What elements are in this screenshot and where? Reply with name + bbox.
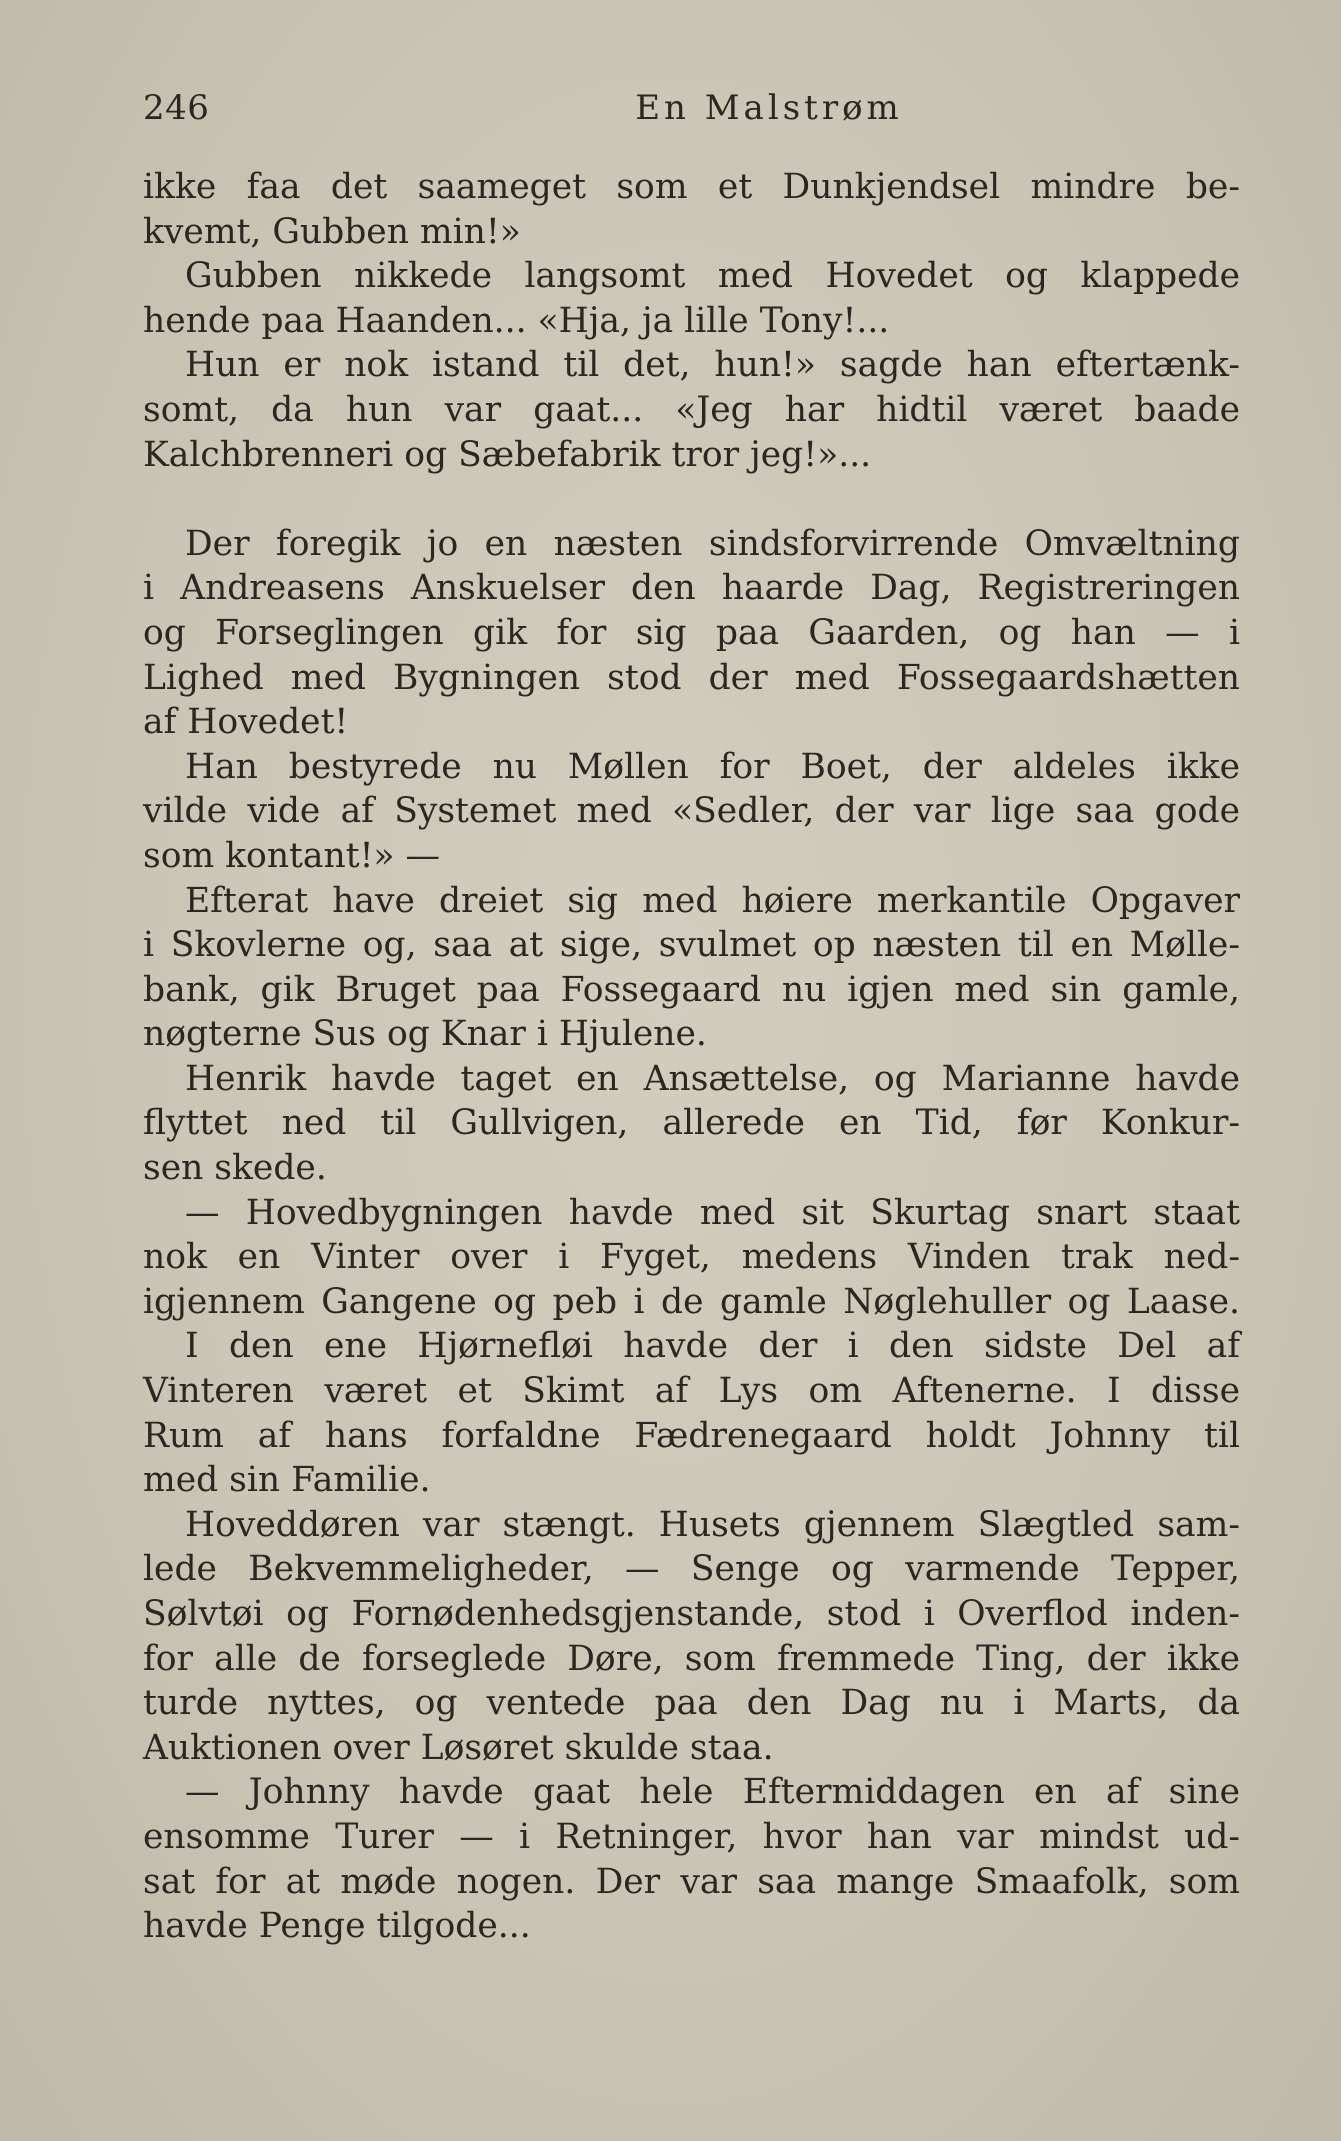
- text-line: Efterat have dreiet sig med høiere merkantile Opgaver: [185, 880, 1240, 921]
- page-number: 246: [143, 88, 210, 128]
- text-line: sen skede.: [143, 1148, 327, 1189]
- body-text: [143, 165, 1240, 1949]
- text-line: turde nyttes, og ventede paa den Dag nu i Marts, da: [143, 1683, 1240, 1724]
- text-line: Henrik havde taget en Ansættelse, og Marianne havde: [185, 1058, 1240, 1099]
- text-line: kvemt, Gubben min!»: [143, 211, 521, 252]
- text-line: Der foregik jo en næsten sindsforvirrende Omvæltning: [185, 523, 1240, 564]
- text-line: ikke faa det saameget som et Dunkjendsel mindre be-: [143, 167, 1240, 207]
- text-line: lede Bekvemmeligheder, — Senge og varmende Tepper,: [143, 1549, 1240, 1590]
- text-line: ensomme Turer — i Retninger, hvor han var mindst ud-: [143, 1816, 1240, 1857]
- text-line: med sin Familie.: [143, 1460, 431, 1501]
- text-line: somt, da hun var gaat... «Jeg har hidtil været baade: [143, 389, 1240, 430]
- text-line: Han bestyrede nu Møllen for Boet, der aldeles ikke: [185, 746, 1240, 787]
- text-line: Vinteren været et Skimt af Lys om Aftenerne. I disse: [143, 1371, 1240, 1412]
- text-line: af Hovedet!: [143, 702, 349, 743]
- text-line: I den ene Hjørnefløi havde der i den sidste Del af: [185, 1326, 1240, 1367]
- text-line: nøgterne Sus og Knar i Hjulene.: [143, 1014, 707, 1055]
- section-break: [143, 477, 1240, 522]
- text-line: Gubben nikkede langsomt med Hovedet og klappede: [185, 256, 1240, 297]
- page-header: [143, 88, 1240, 136]
- text-line: Lighed med Bygningen stod der med Fossegaardshætten: [143, 657, 1240, 698]
- text-line: bank, gik Bruget paa Fossegaard nu igjen med sin gamle,: [143, 969, 1240, 1010]
- text-line: hende paa Haanden... «Hja, ja lille Tony!...: [143, 300, 890, 341]
- text-line: Hun er nok istand til det, hun!» sagde han eftertænk-: [185, 345, 1240, 386]
- text-line: vilde vide af Systemet med «Sedler, der var lige saa gode: [143, 791, 1240, 832]
- text-line: Auktionen over Løsøret skulde staa.: [143, 1727, 774, 1768]
- text-line: nok en Vinter over i Fyget, medens Vinden trak ned-: [143, 1237, 1240, 1278]
- text-line: for alle de forseglede Døre, som fremmede Ting, der ikke: [143, 1638, 1240, 1679]
- text-line: sat for at møde nogen. Der var saa mange Smaafolk, som: [143, 1861, 1240, 1902]
- text-line: Hoveddøren var stængt. Husets gjennem Slægtled sam-: [185, 1504, 1240, 1545]
- text-line: som kontant!» —: [143, 835, 441, 876]
- text-line: og Forseglingen gik for sig paa Gaarden, og han — i: [143, 612, 1240, 653]
- text-line: Sølvtøi og Fornødenhedsgjenstande, stod i Overflod inden-: [143, 1594, 1240, 1634]
- text-line: i Skovlerne og, saa at sige, svulmet op næsten til en Mølle-: [143, 925, 1240, 966]
- text-line: — Hovedbygningen havde med sit Skurtag snart staat: [185, 1192, 1240, 1233]
- text-line: — Johnny havde gaat hele Eftermiddagen en af sine: [185, 1772, 1240, 1813]
- text-line: i Andreasens Anskuelser den haarde Dag, Registreringen: [143, 568, 1240, 609]
- text-line: Kalchbrenneri og Sæbefabrik tror jeg!»...: [143, 434, 872, 475]
- text-line: flyttet ned til Gullvigen, allerede en Tid, før Konkur-: [143, 1103, 1240, 1144]
- text-line: Rum af hans forfaldne Fædrenegaard holdt Johnny til: [143, 1415, 1240, 1456]
- text-line: havde Penge tilgode...: [143, 1906, 531, 1947]
- text-line: igjennem Gangene og peb i de gamle Nøglehuller og Laase.: [143, 1281, 1240, 1322]
- running-title: En Malstrøm: [635, 88, 903, 128]
